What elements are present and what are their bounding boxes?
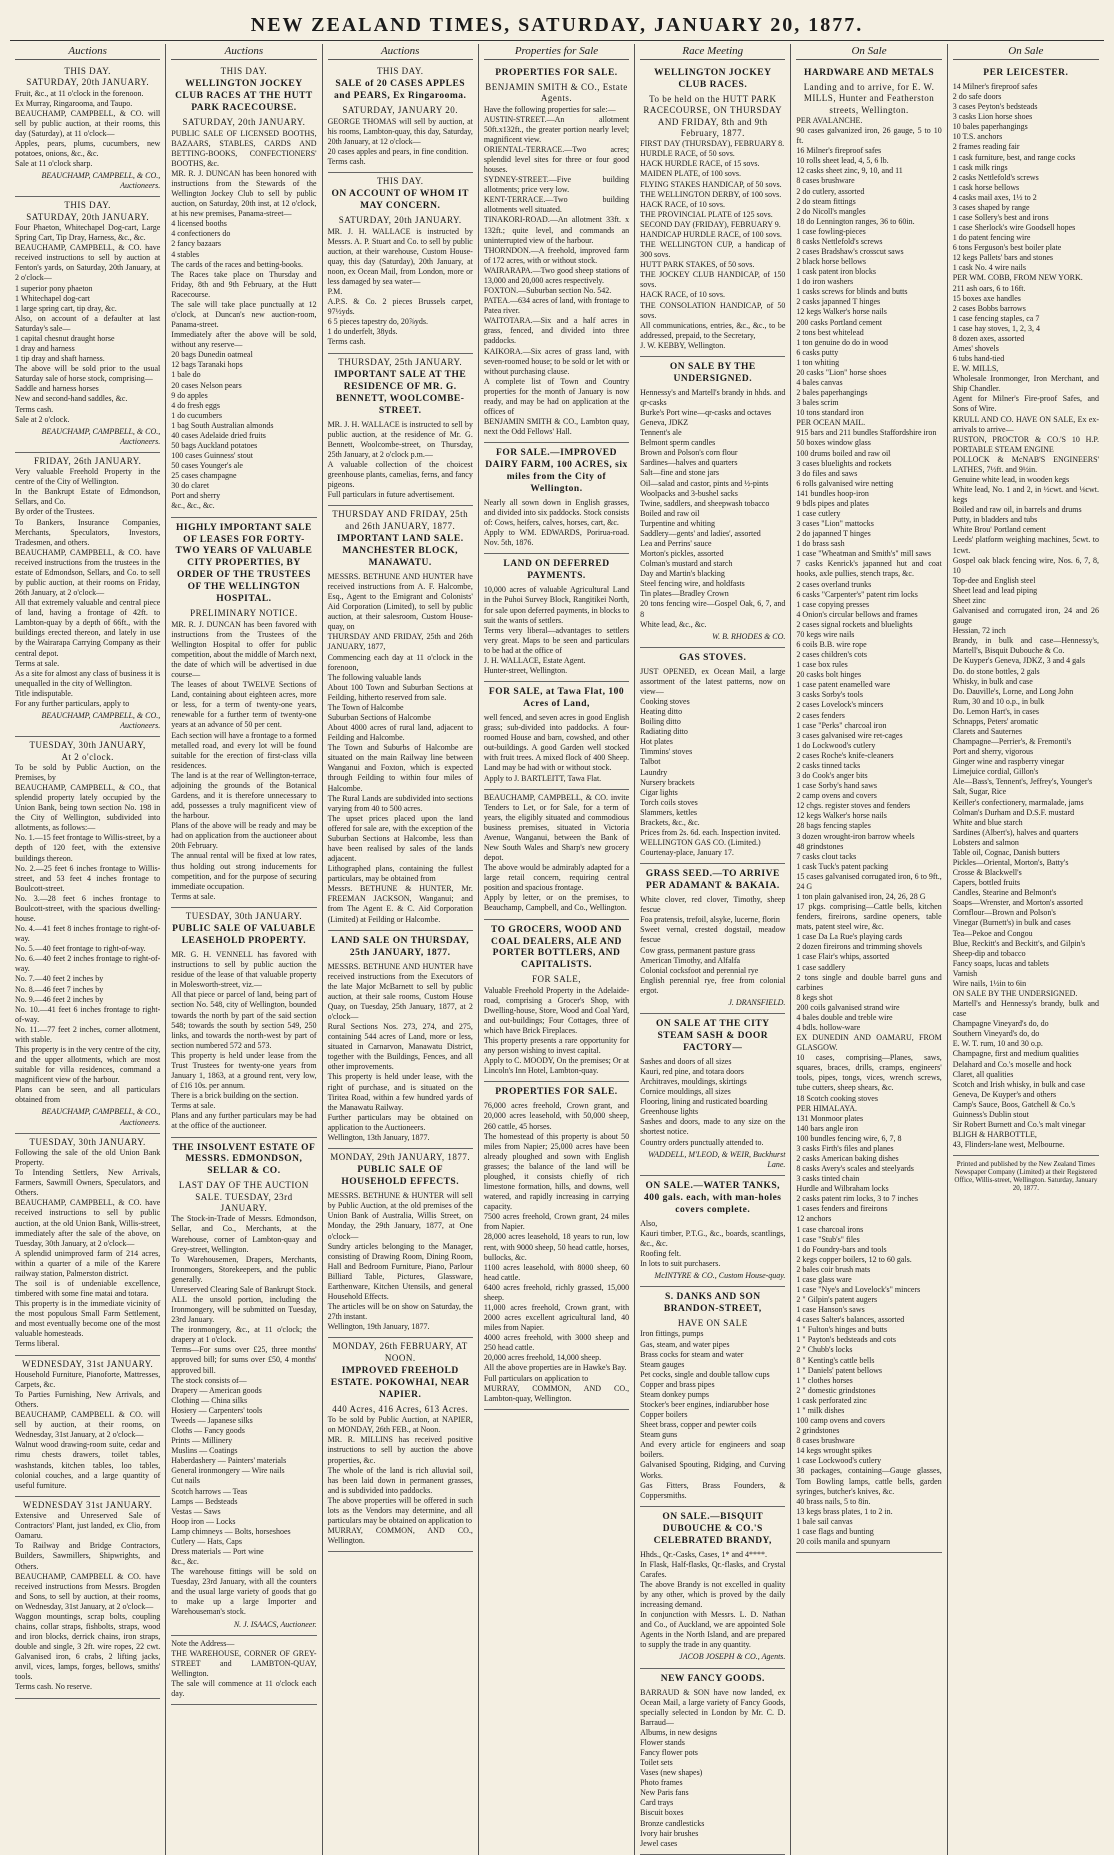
ad-body: Following the sale of the old Union Bank Property. To Intending Settlers, New Arrivals, Farmers, Sawmill Owners, Speculators, and Others. BEAUCHAMP, CAMPBELL, & CO. have received instructions to sell by public auction, at the old Union Bank, Willis-street, immediately after the sale of the above, on Tuesday, 30th January, at 2 o'clock— A splendid unimproved farm of 214 acres, within a quarter of a mile of the Karere railway station, Palmerston district. The soil is of undeniable excellence, timbered with some fine matai and totara. This property is in the immediate vicinity of the most populous Small Farm Settlement, and most eventually become one of the most valuable homesteads. Terms liberal. (15, 1147, 161, 1349)
ad-date: TUESDAY, 30th JANUARY. (185, 910, 303, 921)
ad-title: FOR SALE.—IMPROVED DAIRY FARM, 100 ACRES, six miles from the City of Wellington. (485, 448, 628, 495)
ad-title: WELLINGTON JOCKEY CLUB RACES AT THE HUTT PARK RACECOURSE. (175, 79, 313, 114)
ad-body: Sashes and doors of all sizes Kauri, red pine, and totara doors Architraves, mouldings, skirtings Cornice mouldings, all sizes Flooring, lining and rusticated boarding Greenhouse lights Sashes and doors, made to any size on the shortest notice. Country orders punctually attended to. (640, 1056, 786, 1147)
advertisement (484, 920, 629, 1083)
ad-subtitle: To be held on the HUTT PARK RACECOURSE, ON THURSDAY AND FRIDAY, 8th and 9th February, 1877. (643, 93, 783, 138)
advertisement (328, 1149, 473, 1338)
advertisement (484, 443, 629, 554)
ad-body: MR. J. H. WALLACE is instructed to sell by public auction, at the residence of Mr. G. Bennett, Woolcombe-street, on Thursday, 25th January, at 2 o'clock p.m.— A valuable collection of the choicest greenhouse plants, camelias, ferns, and fancy pigeons. Full particulars in future advertisement. (327, 419, 473, 500)
advertisement (171, 518, 316, 908)
printer-imprint: Printed and published by the New Zealand Times Newspaper Company (Limited) at their Registered Office, Willis-street, Wellington. Saturday, January 20, 1877. (954, 1160, 1098, 1193)
advertisement (328, 1338, 473, 1552)
advertisement (171, 908, 316, 1138)
column-2 (166, 44, 322, 1855)
ad-subtitle: PRELIMINARY NOTICE. (190, 608, 298, 619)
ad-title: GAS STOVES. (679, 652, 747, 663)
ad-title: FOR SALE, at Tawa Flat, 100 Acres of Land, (488, 687, 625, 710)
advertisement (484, 554, 629, 682)
advertisement (484, 682, 629, 789)
ad-subtitle: SATURDAY, 20th JANUARY. (26, 211, 150, 222)
ad-date: FRIDAY, 26th JANUARY. (33, 455, 142, 466)
ad-signature: W. B. RHODES & CO. (712, 631, 786, 641)
ad-title: IMPORTANT SALE AT THE RESIDENCE OF MR. G. BENNETT, WOOLCOMBE-STREET. (334, 369, 467, 416)
ad-title: LAND ON DEFERRED PAYMENTS. (503, 559, 610, 582)
ad-body: PUBLIC SALE OF LICENSED BOOTHS, BAZAARS, STABLES, CARDS AND BETTING-BOOKS, CONFECTIONERS' BOOTHS, &c. MR. R. J. DUNCAN has been honored with instructions from the Stewards of the Wellington Jockey Club to sell by public auction, on Saturday, 20th inst, at 12 o'clock, at his new premises, Panama-street— 4 licensed booths 4 confectioners do 2 fancy bazaars 4 stables The cards of the races and betting-books. The Races take place on Thursday and Friday, 8th and 9th February, at the Hutt Racecourse. The sale will take place punctually at 12 o'clock, at Duncan's new auction-room, Panama-street. Immediately after the above will be sold, without any reserve— 20 bags Dunedin oatmeal 12 bags Taranaki hops 1 bale do 20 cases Nelson pears 9 do apples 4 do fresh eggs 1 do cucumbers 1 bag South Australian almonds 40 cases Adelaide dried fruits 50 bags Auckland potatoes 100 cases Guinness' stout 50 cases Younger's ale 25 cases champagne 30 do claret Port and sherry &c., &c., &c. (171, 128, 317, 511)
column-heading: Auctions (15, 44, 160, 60)
advertisement (484, 1082, 629, 1409)
ad-subtitle: SATURDAY, 20th JANUARY. (338, 215, 462, 226)
advertisement (640, 63, 785, 357)
ad-date: THIS DAY. (220, 66, 268, 76)
column-heading: Auctions (171, 44, 316, 60)
ad-signature: JACOB JOSEPH & CO., Agents. (679, 1652, 786, 1662)
column-heading: On Sale (953, 44, 1099, 60)
ad-signature: McINTYRE & CO., Custom House-quay. (654, 1271, 786, 1281)
ad-body: Household Furniture, Pianoforte, Mattresses, Carpets, &c. To Parties Furnishing, New Arrivals, and Others. BEAUCHAMP, CAMPBELL & CO. will sell by auction, at their rooms, on Wednesday, 31st January, at 2 o'clock— Walnut wood drawing-room suite, cedar and rimu chests drawers, toilet tables, washstands, kitchen tables, loo tables, colonial couches, and a large quantity of useful furniture. (15, 1369, 161, 1490)
ad-date: WEDNESDAY 31st JANUARY. (22, 1499, 153, 1510)
column-heading: Properties for Sale (484, 44, 629, 60)
ad-date: WEDNESDAY, 31st JANUARY. (21, 1358, 154, 1369)
ad-title: PROPERTIES FOR SALE. (495, 68, 618, 78)
column-7 (948, 44, 1104, 1855)
advertisement (171, 1636, 316, 1705)
ad-signature: J. DRANSFIELD. (728, 997, 786, 1007)
advertisement (640, 1176, 785, 1287)
advertisement (328, 354, 473, 507)
advertisement (640, 1287, 785, 1507)
ad-date: THURSDAY, 25th JANUARY. (338, 356, 463, 367)
advertisement (484, 63, 629, 443)
ad-date: THIS DAY. (64, 200, 111, 211)
ad-title: PUBLIC SALE OF HOUSEHOLD EFFECTS. (341, 1165, 460, 1188)
ad-subtitle: LAST DAY OF THE AUCTION SALE. TUESDAY, 23rd JANUARY. (178, 1180, 309, 1214)
ad-title: THE INSOLVENT ESTATE OF MESSRS. EDMONDSON, SELLAR & CO. (172, 1142, 316, 1177)
advertisement (171, 63, 316, 518)
ad-subtitle: SATURDAY, 20th JANUARY. (26, 77, 150, 88)
ad-subtitle: 440 Acres, 416 Acres, 613 Acres. (332, 1403, 469, 1414)
ad-body: Hhds., Qr.-Casks, Cases, 1* and 4****. In Flask, Half-flasks, Qr.-flasks, and Crystal Carafes. The above Brandy is not excelled in quality by any other, which is proved by the daily increasing demand. In conjunction with Messrs. L. D. Nathan and Co., of Auckland, we are appointed Sole Agents in the North Island, and are prepared to supply the trade in any quantity. (640, 1549, 786, 1650)
ad-body: Hennessy's and Martell's brandy in hhds. and qr-casks Burke's Port wine—qr-casks and octaves Geneva, JDKZ Tennent's ale Belmont sperm candles Brown and Polson's corn flour Sardines—halves and quarters Salt—fine and stone jars Oil—salad and castor, pints and ½-pints Woolpacks and 3-bushel sacks Twine, saddlers, and sheepwash tobacco Boiled and raw oil Turpentine and whiting Saddlery—gents' and ladies', assorted Lea and Perrins' sauce Morton's pickles, assorted Colman's mustard and starch Day and Martin's blacking Steel fencing wire, and holdfasts Tin plates—Bradley Crown 20 tons fencing wire—Gospel Oak, 6, 7, and 8 White lead, &c., &c. (640, 387, 786, 629)
ad-title: PER LEICESTER. (983, 68, 1069, 78)
ad-title: IMPROVED FREEHOLD ESTATE. POKOWHAI, NEAR NAPIER. (330, 1366, 470, 1400)
ad-body: MESSRS. BETHUNE & HUNTER will sell by Public Auction, at the old premises of the Union Bank of Australia, Willis Street, on Monday, the 29th January, 1877, at One o'clock— Sundry articles belonging to the Manager, consisting of Drawing Room, Dining Room, Hall and Bedroom Furniture, Piano, Parlour Billiard Table, Pictures, Glassware, Earthenware, Kitchen Utensils, and general Household Effects. The articles will be on show on Saturday, the 27th instant. Wellington, 19th January, 1877. (327, 1191, 473, 1332)
ad-body: 10,000 acres of valuable Agricultural Land in the Puhoi Survey Block, Rangitikei North, for sale upon deferred payments, in blocks to suit the wants of settlers. Terms very liberal—advantages to settlers very great. Maps to be seen and particulars to be had at the office of J. H. WALLACE, Estate Agent. Hunter-street, Wellington. (483, 585, 630, 676)
advertisement (15, 1497, 160, 1699)
ad-body: Fruit, &c., at 11 o'clock in the forenoon. Ex Murray, Ringarooma, and Taupo. BEAUCHAMP, CAMPBELL, & CO. will sell by public auction, at their rooms, this day (Saturday), at 11 o'clock— Apples, pears, plums, cucumbers, new potatoes, onions, &c., &c. Sale at 11 o'clock sharp. (15, 88, 161, 169)
advertisement (328, 506, 473, 930)
ad-body: BARRAUD & SON have now landed, ex Ocean Mail, a large variety of Fancy Goods, specially selected in London by Mr. C. D. Barraud— Albums, in new designs Flower stands Fancy flower pots Toilet sets Vases (new shapes) Photo frames New Paris fans Card trays Biscuit boxes Bronze candlesticks Ivory hair brushes Jewel cases (640, 1687, 786, 1848)
ad-subtitle: At 2 o'clock. (61, 751, 114, 762)
ad-subtitle: FOR SALE, (531, 974, 581, 985)
ad-date: TUESDAY, 30th JANUARY, (29, 740, 146, 751)
ad-body: Four Phaeton, Whitechapel Dog-cart, Large Spring Cart, Tip Dray, Harness, &c., &c. BEAUCHAMP, CAMPBELL, & CO. have received instructions to sell by auction at Fenton's yards, on Saturday, 20th January, at 2 o'clock— 1 superior pony phaeton 1 Whitechapel dog-cart 1 large spring cart, tip dray, &c. Also, on account of a defaulter at last Saturday's sale— 1 capital chesnut draught horse 1 dray and harness 1 tip dray and shaft harness. The above will be sold prior to the usual Saturday sale of horse stock, comprising— Saddle and harness horses New and second-hand saddles, &c. Terms cash. Sale at 2 o'clock. (15, 223, 161, 424)
ad-body: GEORGE THOMAS will sell by auction, at his rooms, Lambton-quay, this day, Saturday, 20th January, at 12 o'clock— 20 cases apples and pears, in fine condition. Terms cash. (327, 116, 473, 166)
ad-title: ON ACCOUNT OF WHOM IT MAY CONCERN. (331, 189, 469, 212)
ad-body: To be sold by Public Auction, at NAPIER, on MONDAY, 26th FEB., at Noon. MR. R. MILLINS has received positive instructions to sell by auction the above properties, &c. The whole of the land is rich alluvial soil, has been laid down in permanent grasses, and is subdivided into paddocks. The above properties will be offered in such lots as the Vendors may determine, and all particulars may be obtained on application to MURRAY, COMMON, AND CO., Wellington. (327, 1415, 473, 1546)
advertisement (640, 864, 785, 1014)
ad-date: THIS DAY. (376, 175, 424, 186)
ad-body: PER AVALANCHE. 90 cases galvanized iron, 26 gauge, 5 to 10 ft. 16 Milner's fireproof safes 10 rolls sheet lead, 4, 5, 6 lb. 12 casks sheet zinc, 9, 10, and 11 8 cases brushware 2 do cutlery, assorted 2 do steam fittings 2 do Nicoll's mangles 18 do Lennington ranges, 36 to 60in. 1 case fowling-pieces 8 casks Nettlefold's screws 2 cases Bradshaw's crosscut saws 2 black horse bellows 1 cask patent iron blocks 1 do iron washers 1 casks screws for blinds and butts 2 casks japanned T hinges 12 kegs Walker's horse nails 200 casks Portland cement 2 tons best whitelead 1 ton genuine do do in wood 6 casks putty 1 ton whiting 20 casks "Lion" horse shoes 4 bales canvas 2 bales paperhangings 3 bales scrim 10 tons standard iron PER OCEAN MAIL. 915 bars and 211 bundles Staffordshire iron 50 boxes window glass 100 drums boiled and raw oil 3 cases bluelights and rockets 3 do files and saws 6 rolls galvanised wire netting 141 bundles hoop-iron 9 bdls pipes and plates 1 case cutlery 3 cases "Lion" mattocks 2 do japanned T hinges 1 do brass sash 1 case "Wheatman and Smith's" mill saws 7 casks Kenrick's japanned hut and coat hooks, axle pullies, stench traps, &c. 2 cases overland trunks 6 casks "Carpenter's" patent rim locks 1 case copying presses 4 Onion's circular bellows and frames 2 cases signal rockets and bluelights 70 kegs wire nails 6 coils B.B. wire rope 2 cases children's cots 1 case box rules 20 casks bolt hinges 1 case patent enamelled ware 3 casks Sorby's tools 2 cases Lovelock's mincers 2 cases fenders 1 case "Perks" charcoal iron 3 cases galvanised wire ret-cages 1 do Lockwood's cutlery 2 cases Roche's knife-cleaners 2 casks tinned tacks 3 do Cook's anger bits 1 case Sorby's hand saws 2 camp ovens and covers 12 chgs. register stoves and fenders 12 kegs Walker's horse nails 28 bags fencing staples 3 dozen wrought-iron barrow wheels 48 grindstones 7 casks clout tacks 1 cask Tuck's patent packing 15 cases galvanised corrugated iron, 6 to 9ft., 24 G 1 ton plain galvanised iron, 24, 26, 28 G 17 pkgs. comprising—Cattle bells, kitchen fenders, fireirons, sardine openers, table mats, patent steel wire, &c. 1 case Da La Rue's playing cards 2 dozen fireirons and trimming shovels 1 case Flair's whips, assorted 1 case saddlery 2 tons single and double barrel guns and carbines 8 kegs shot 200 coils galvanised strand wire 4 bales double and treble wire 4 bdls. hollow-ware EX DUNEDIN AND OAMARU, FROM GLASGOW. 10 cases, comprising—Planes, saws, squares, braces, drills, cramps, engineers' tools, pipes, tongs, vices, wrench screws, tube cutters, sheep shears, &c. 18 Scotch cooking stoves PER HIMALAYA. 131 Monmoor plates 140 bars angle iron 100 bundles fencing wire, 6, 7, 8 3 casks Firth's files and planes 2 casks American baking dishes 8 casks Avery's scales and steelyards 3 casks tinted chain Hurdle and Wilbraham locks 2 casks patent rim locks, 3 to 7 inches 1 cases fenders and fireirons 12 anchors 1 case charcoal irons 1 case "Stub's" files 1 do Foundry-bars and tools 2 kegs copper boilers, 12 to 60 gals. 2 bales coir brush mats 1 case glass ware 1 case "Nye's and Lovelock's" mincers 2 " Gilpin's patent augers 1 case Hanson's saws 4 cases Salter's balances, assorted 1 " Fulton's hinges and butts 1 " Payton's bedsteads and cots 2 " Chubb's locks 8 " Kenting's cattle bells 1 " Daniels' patent bellows 1 " clothes horses 2 " domestic grindstones 1 cask perforated zinc 1 " milk dishes 100 camp ovens and covers 2 grindstones 8 cases brushware 14 kegs wrought spikes 1 case Lockwood's cutlery 38 packages, containing—Gauge glasses, Tom Bowling lamps, cattle bells, garden syringes, butcher's knives, &c. 40 brass nails, 5 to 8in. 13 kegs brass plates, 1 to 2 in. 1 bale sail canvas 1 case flags and bunting 20 coils manila and spunyarn (796, 115, 942, 1546)
ad-date: TUESDAY, 30th JANUARY. (29, 1136, 146, 1147)
ad-body: MR. J. H. WALLACE is instructed by Messrs. A. P. Stuart and Co. to sell by public auction, at their warehouse, Custom House-quay, this day (Saturday), 20th January, at noon, ex Ocean Mail, from London, more or less damaged by sea water— P.M. A.P.S. & Co. 2 pieces Brussels carpet, 97½yds. 6 5 pieces tapestry do, 20⅞yds. 1 do underfelt, 38yds. Terms cash. (327, 226, 473, 347)
advertisement (15, 197, 160, 452)
advertisement (15, 1134, 160, 1356)
column-6 (791, 44, 947, 1855)
ad-body: Iron fittings, pumps Gas, steam, and water pipes Brass cocks for steam and water Steam gauges Pet cocks, single and double tallow cups Copper and brass pipes Steam donkey pumps Stocker's beer engines, indiarubber hose Copper boilers Sheet brass, copper and pewter coils Steam guns And every article for engineers and soap boilers. Galvanised Spouting, Ridging, and Curving Works. Gas Fitters, Brass Founders, & Coppersmiths. (640, 1329, 786, 1500)
ad-date: THIS DAY. (64, 66, 111, 76)
advertisement (328, 931, 473, 1149)
ad-signature: BEAUCHAMP, CAMPBELL, & CO., Auctioneers. (41, 426, 161, 446)
ad-body: Extensive and Unreserved Sale of Contractors' Plant, just landed, ex Clio, from Oamaru. To Railway and Bridge Contractors, Builders, Sawmillers, Shipwrights, and Others. BEAUCHAMP, CAMPBELL & CO. have received instructions from Messrs. Brogden and Sons, to sell by auction, at their rooms, on Wednesday, 31st January, at 2 o'clock— Waggon mountings, scrap bolts, coupling chains, collar straps, fishbolts, straps, wood and iron blocks, derrick chains, iron straps, double and single, 3 2ft. wire ropes, 22 cwt. Galvanised iron, 6 crabs, 2 lifting jacks, anvil, vices, lamps, forges, bellows, smiths' tools. Terms cash. No reserve. (15, 1511, 161, 1692)
advertisement (328, 63, 473, 173)
ad-title: GRASS SEED.—TO ARRIVE PER ADAMANT & BAKAIA. (645, 869, 780, 892)
ad-body: MR. R. J. DUNCAN has been favored with instructions from the Trustees of the Wellington Hospital to offer for public competition, about the middle of March next, the date of which will be advertised in due course— The leases of about TWELVE Sections of Land, containing about eighteen acres, more or less, for a term of twenty-one years, renewable for a further term of twenty-one years at an advance of 50 per cent. Each section will have a frontage to a formed metalled road, and every lot will be found suitable for the erection of first-class villa residences. The land is at the rear of Wellington-terrace, adjoining the grounds of the Botanical Gardens, and it is therefore unnecessary to add, possesses a truly magnificent view of the harbour. Plans of the above will be ready and may be had on application from the auctioneer about 20th February. The annual rental will be fixed at low rates, thus holding out strong inducements for competition, and for the purpose of securing immediate occupation. Terms at sale. (171, 619, 317, 901)
column-heading: Race Meeting (640, 44, 785, 60)
ad-title: WELLINGTON JOCKEY CLUB RACES. (654, 68, 772, 90)
ad-body: Also, Kauri timber, P.T.G., &c., boards, scantlings, &c., &c. Roofing felt. In lots to suit purchasers. (640, 1218, 786, 1269)
ad-title: LAND SALE ON THURSDAY, 25th JANUARY, 1877. (331, 935, 470, 958)
advertisement (15, 737, 160, 1133)
ad-signature: BEAUCHAMP, CAMPBELL, & CO., Auctioneers. (41, 171, 161, 191)
ad-body: White clover, red clover, Timothy, sheep fescue Foa pratensis, trefoil, alsyke, lucerne, florin Sweet vernal, crested dogstail, meadow fescue Cow grass, permanent pasture grass American Timothy, and Alfalfa Colonial cocksfoot and perennial rye English perennial rye, free from colonial ergot. (640, 895, 786, 995)
advertisement (953, 63, 1099, 1156)
ad-body: Very valuable Freehold Property in the centre of the City of Wellington. In the Bankrupt Estate of Edmondson, Sellars, and Co. By order of the Trustees. To Bankers, Insurance Companies, Merchants, Speculators, Investors, Tradesmen, and others. BEAUCHAMP, CAMPBELL, & CO. have received instructions from the trustees in the estate of Edmondson, Sellars, and Co. to sell by public auction, at their rooms on Friday, 26th January, at 2 o'clock— All that extremely valuable and central piece of land, having a frontage of 42ft. to Lambton-quay by a depth of 66ft., with the buildings erected thereon, and lately in use by the Wairarapa Carrying Company as their central depot. Terms at sale. As a site for almost any class of business it is unequalled in the city of Wellington. Title indisputable. For any further particulars, apply to (15, 467, 161, 708)
ad-signature: BEAUCHAMP, CAMPBELL, & CO., Auctioneers. (41, 711, 161, 731)
ad-body: MR. G. H. VENNELL has favored with instructions to sell by public auction the residue of the lease of that valuable property in Molesworth-street, viz.— All that piece or parcel of land, being part of section No. 548, city of Wellington, bounded towards the north by part of the said section 548; towards the south by section 549, 250 links, and towards the north-west by part of section numbered 572 and 573. This property is held under lease from the Trust Trustees for twenty-one years from January 1, 1863, at a ground rent, very low, of £16 10s. per annum. There is a brick building on the section. Terms at sale. Plans and any further particulars may be had at the office of the auctioneer. (171, 950, 317, 1131)
advertisement (171, 1138, 316, 1636)
ad-title: ON SALE AT THE CITY STEAM SASH & DOOR FACTORY— (656, 1019, 770, 1053)
ad-signature: BEAUCHAMP, CAMPBELL, & CO., Auctioneers. (41, 1107, 161, 1127)
ad-body: MESSRS. BETHUNE AND HUNTER have received instructions from the Executors of the late Major McBarnett to sell by public auction, at their sale rooms, Custom House Quay, on Tuesday, 25th January, 1877, at 2 o'clock— Rural Sections Nos. 273, 274, and 275, containing 544 acres of Land, more or less, situated in Carnarvon, Manawatu District, together with the Buildings, Fences, and all other improvements. This property is held under lease, with the right of purchase, and is situated on the Tiritea Road, within a few hundred yards of the Manawatu Railway. Further particulars may be obtained on application to the Auctioneers. Wellington, 13th January, 1877. (327, 961, 473, 1142)
ad-body: MESSRS. BETHUNE AND HUNTER have received instructions from A. F. Halcombe, Esq., Agent to the Emigrant and Colonists' Aid Corporation (Limited), to sell by public auction, at their salesroom, Custom House-quay, on THURSDAY AND FRIDAY, 25th and 26th JANUARY, 1877, Commencing each day at 11 o'clock in the forenoon, The following valuable lands About 100 Town and Suburban Sections at Feilding, hitherto reserved from sale. The Town of Halcombe Suburban Sections of Halcombe About 4000 acres of rural land, adjacent to Feilding and Halcombe. The Town and Suburbs of Halcombe are situated on the main Railway line between Wanganui and Foxton, which is expected through Feilding to within four miles of Halcombe. The Rural Lands are subdivided into sections varying from 40 to 500 acres. The upset prices placed upon the land offered for sale are, with the exception of the Suburban Sections at Halcombe, less than have been realised by sales of the lands adjacent. Lithographed plans, containing the fullest particulars, may be obtained from Messrs. BETHUNE & HUNTER, Mr. FREEMAN JACKSON, Wanganui; and from The Agent E. & C. Aid Corporation (Limited) at Feilding or Halcombe. (327, 571, 473, 924)
advertisement (15, 453, 160, 737)
ad-subtitle: SATURDAY, 20th JANUARY. (182, 117, 306, 128)
column-5 (635, 44, 791, 1855)
ad-body: Note the Address— THE WAREHOUSE, CORNER OF GREY-STREET and LAMBTON-QUAY, Wellington. The sale will commence at 11 o'clock each day. (171, 1638, 317, 1698)
ad-title: PROPERTIES FOR SALE. (495, 1087, 618, 1098)
ad-title: HARDWARE AND METALS (803, 68, 935, 78)
ad-date: MONDAY, 29th JANUARY, 1877. (330, 1151, 471, 1162)
ad-body: well fenced, and seven acres in good English grass; sub-divided into paddocks. A four-roomed House and barn, cowshed, and other out-buildings. A good Garden well stocked with fruit trees. A mixed flock of 400 Sheep. Land may be had with or without stock. Apply to J. BARTLEITT, Tawa Flat. (483, 713, 630, 783)
ad-body: 14 Milner's fireproof safes 2 do safe doors 3 cases Peyton's bedsteads 3 casks Lion horse shoes 10 bales paperhangings 10 T.S. anchors 2 frames reading fair 1 cask furniture, best, and range cocks 1 cask milk rings 2 casks Nettlefold's screws 1 cask horse bellows 4 casks mail axes, 1½ to 2 3 cases shaped by range 1 case Sollery's best and irons 1 case Sherlock's wire Goodsell hopes 1 do patent fencing wire 6 tons Ferguson's best boiler plate 12 kegs Pallets' bars and stones 1 cask No. 4 wire nails PER WM. COBB, FROM NEW YORK. 211 ash oars, 6 to 16ft. 15 boxes axe handles 2 cases Bobbs barrows 1 case fencing staples, ca 7 1 case hay stoves, 1, 2, 3, 4 8 dozen axes, assorted Ames' shovels 6 tubs hand-tied E. W. MILLS, Wholesale Ironmonger, Iron Merchant, and Ship Chandler. Agent for Milner's Fire-proof Safes, and Sons of Wire. KRULL AND CO. HAVE ON SALE, Ex ex-arrivals to arrive— RUSTON, PROCTOR & CO.'S 10 H.P. PORTABLE STEAM ENGINE POLLOCK & McNAB'S ENGINEERS' LATHES, 7½ft. and 9½in. Genuine white lead, in wooden kegs White lead, No. 1 and 2, in ½cwt. and ⅛cwt. kegs Boiled and raw oil, in barrels and drums Putty, in bladders and tubs White Brou' Portland cement Leeds' platform weighing machines, 5cwt. to 1cwt. Gospel oak black fencing wire, Nos. 6, 7, 8, 10 Top-dee and English steel Sheet lead and lead piping Sheet zinc Galvanised and corrugated iron, 24 and 26 gauge Hessian, 72 inch Brandy, in bulk and case—Hennessy's, Martell's, Bisquit Dubouche & Co. De Kuyper's Geneva, JDKZ, 3 and 4 gals Do. do stone bottles, 2 gals Whisky, in bulk and case Do. Dauville's, Lorne, and Long John Rum, 30 and 10 o.p., in bulk Do. Lemon Hart's, in cases Schnapps, Peters' aromatic Clarets and Sauternes Champagne—Perrier's, & Fremonti's Port and sherry, vigorous Ginger wine and raspberry vinegar Limejuice cordial, Gillon's Ale—Bass's, Tennent's, Jeffrey's, Younger's Salt, Sugar, Rice Keiller's confectionery, marmalade, jams Colman's Durham and D.S.F. mustard White and blue starch Sardines (Albert's), halves and quarters Lobsters and salmon Table oil, Cognac, Danish butters Pickles—Oriental, Morton's, Batty's Crosse & Blackwell's Capers, bottled fruits Candles, Stearine and Belmont's Soaps—Wrenster, and Morton's assorted Cornflour—Brown and Polson's Vinegar (Burnett's) in bulk and cases Tea—Pekoe and Congou Blue, Reckitt's and Beckitt's, and Gilpin's Sheep-dip and tobacco Fancy soaps, lucas and tablets Varnish Wire nails, 1½in to 6in ON SALE BY THE UNDERSIGNED. Martell's and Hennessy's brandy, bulk and case Champagne Vineyard's do, do Southern Vineyard's do, do E. W. T. rum, 10 and 30 o.p. Champagne, first and medium qualities Delahard and Co.'s moselle and hock Claret, all qualities Scotch and Irish whisky, in bulk and case Geneva, De Kuyper's and others Camp's Sauce, Boos, Gatchell & Co.'s Guinness's Dublin stout Sir Robert Burnett and Co.'s malt vinegar BLIGH & HARBOTTLE, 43, Flinders-lane west, Melbourne. (952, 81, 1099, 1150)
ad-title: ON SALE.—WATER TANKS, 400 gals. each, with man-holes covers complete. (644, 1180, 782, 1215)
ad-title: NEW FANCY GOODS. (660, 1673, 765, 1684)
ad-body: JUST OPENED, ex Ocean Mail, a large assortment of the latest patterns, now on view— Cooking stoves Heating ditto Boiling ditto Radiating ditto Hot plates Timmins' stoves Talbot Laundry Nursery brackets Cigar lights Torch coils stoves Slammers, kettles Brackets, &c., &c. Prices from 2s. 6d. each. Inspection invited. WELLINGTON GAS CO. (Limited.) Courtenay-place, January 17. (640, 666, 786, 858)
ad-subtitle: HAVE ON SALE (677, 1318, 748, 1329)
column-4 (479, 44, 635, 1855)
ad-body: Valuable Freehold Property in the Adelaide-road, comprising a Grocer's Shop, with Dwelling-house, Store, Wood and Coal Yard, and out-buildings; Four Cottages, three of which have Brick Fireplaces. This property presents a rare opportunity for any person wishing to invest capital. Apply to C. MOODY, On the premises; Or at Lincoln's Inn Hotel, Lambton-quay. (483, 985, 630, 1076)
ad-title: S. DANKS AND SON BRANDON-STREET, (663, 1292, 762, 1315)
column-heading: Auctions (328, 44, 473, 60)
advertisement (640, 1507, 785, 1669)
ad-subtitle: Landing and to arrive, for E. W. MILLS, Hunter and Featherston streets, Wellington. (803, 81, 935, 115)
ad-signature: N. J. ISAACS, Auctioneer. (233, 1619, 317, 1629)
column-heading: On Sale (796, 44, 941, 60)
ad-title: SALE of 20 CASES APPLES and PEARS, Ex Ringarooma. (333, 79, 467, 102)
ad-body: BEAUCHAMP, CAMPBELL, & CO. invite Tenders to Let, or for Sale, for a term of years, the eligibly situated and commodious business premises, situated in Victoria Avenue, Wanganui, between the Bank of New South Wales and Sharp's new grocery depot. The above would be admirably adapted for a large retail concern, requiring central position and spacious frontage. Apply by letter, or on the premises, to Beauchamp, Campbell, and Co., Wellington. (483, 792, 630, 913)
ad-subtitle: BENJAMIN SMITH & CO., Estate Agents. (485, 81, 628, 104)
ad-body: Nearly all sown down in English grasses, and divided into six paddocks. Stock consists of: Cows, heifers, calves, horses, cart, &c. Apply to WM. EDWARDS, Porirua-road. Nov. 5th, 1876. (483, 498, 630, 548)
ad-title: PUBLIC SALE OF VALUABLE LEASEHOLD PROPERTY. (172, 924, 316, 947)
ad-title: ON SALE.—BISQUIT DUBOUCHE & CO.'S CELEBRATED BRANDY, (653, 1511, 772, 1546)
columns-container (10, 44, 1104, 1848)
advertisement (640, 357, 785, 648)
ad-subtitle: SATURDAY, JANUARY 20. (342, 105, 459, 116)
ad-date: THIS DAY. (376, 66, 424, 76)
column-3 (323, 44, 479, 1855)
ad-date: MONDAY, 26th FEBRUARY, AT NOON. (332, 1341, 468, 1363)
ad-title: ON SALE BY THE UNDERSIGNED. (669, 361, 756, 384)
advertisement (15, 63, 160, 197)
advertisement (15, 1356, 160, 1497)
column-1 (10, 44, 166, 1855)
ad-body: 76,000 acres freehold, Crown grant, and 20,000 acres leasehold, with 50,000 sheep, 260 cattle, 45 horses. The homestead of this property is about 50 miles from Napier; 25,000 acres have been already ploughed and sown with English grasses; the balance of the land will be ploughed, it consists chiefly of rich limestone formation, hills, and downs, well watered, and rapidly increasing in carrying capacity. 7500 acres freehold, Crown grant, 24 miles from Napier. 28,000 acres leasehold, 18 years to run, low rent, with 9000 sheep, 50 head cattle, horses, bullocks, &c. 1100 acres leasehold, with 8000 sheep, 60 head cattle. 6400 acres freehold, richly grassed, 15,000 sheep. 11,000 acres freehold, Crown grant, with 2000 acres excellent agricultural land, 40 miles from Napier. 4000 acres freehold, with 3000 sheep and 250 head cattle. 20,000 acres freehold, 14,000 sheep. All the above properties are in Hawke's Bay. Full particulars on application to MURRAY, COMMON, AND CO., Lambton-quay, Wellington. (483, 1101, 630, 1403)
advertisement (484, 790, 629, 920)
ad-body: To be sold by Public Auction, on the Premises, by BEAUCHAMP, CAMPBELL, & CO., that splendid property lately occupied by the Union Bank, being town section No. 198 in the City of Wellington, subdivided into allotments, as follows:— No. 1.—15 feet frontage to Willis-street, by a depth of 120 feet, with the extensive buildings thereon. No. 2.—25 feet 6 inches frontage to Willis-street, and 53 feet 4 inches frontage to Boulcott-street. No. 3.—28 feet 6 inches frontage to Boulcott-street, with the spacious dwelling-house. No. 4.—41 feet 8 inches frontage to right-of-way. No. 5.—40 feet frontage to right-of-way. No. 6.—40 feet 2 inches frontage to right-of-way. No. 7.—40 feet 2 inches by No. 8.—46 feet 7 inches by No. 9.—46 feet 2 inches by No. 10.—41 feet 6 inches frontage to right-of-way. No. 11.—77 feet 2 inches, corner allotment, with stable. This property is in the very centre of the city, and the upper allotments, which are most suitable for villa residences, command a magnificent view of the harbour. Plans can be seen, and all particulars obtained from (15, 762, 161, 1105)
ad-title: HIGHLY IMPORTANT SALE OF LEASES FOR FORTY-TWO YEARS OF VALUABLE CITY PROPERTIES, BY ORDER OF THE TRUSTEES OF THE WELLINGTON HOSPITAL. (175, 522, 313, 605)
masthead: NEW ZEALAND TIMES, SATURDAY, JANUARY 20, 1877. (10, 6, 1104, 41)
ad-body: FIRST DAY (THURSDAY), FEBRUARY 8. HURDLE RACE, of 50 sovs. HACK HURDLE RACE, of 15 sovs. MAIDEN PLATE, of 100 sovs. FLYING STAKES HANDICAP, of 50 sovs. THE WELLINGTON DERBY, of 100 sovs. HACK RACE, of 10 sovs. THE PROVINCIAL PLATE of 125 sovs. SECOND DAY (FRIDAY), FEBRUARY 9. HANDICAP HURDLE RACE, of 100 sovs. THE WELLINGTON CUP, a handicap of 300 sovs. HUTT PARK STAKES, of 50 sovs. THE JOCKEY CLUB HANDICAP, of 150 sovs. HACK RACE, of 10 sovs. THE CONSOLATION HANDICAP, of 50 sovs. All communications, entries, &c., &c., to be addressed, prepaid, to the Secretary, J. W. KEBBY, Wellington. (640, 139, 786, 350)
ad-body: Have the following properties for sale:— AUSTIN-STREET.—An allotment 50ft.x132ft., the greater portion nearly level; magnificent view. ORIENTAL-TERRACE.—Two acres; splendid level sites for three or four good houses. SYDNEY-STREET.—Five building allotments; price very low. KENT-TERRACE.—Two building allotments well situated. TINAKORI-ROAD.—An allotment 33ft. x 132ft.; quite level, and commands an uninterrupted view of the harbour. THORNDON.—A freehold, improved farm of 172 acres, with or without stock. WAIRARAPA.—Two good sheep stations of 13,000 and 20,000 acres respectively. FOXTON.—Suburban section No. 542. PATEA.—634 acres of land, with frontage to Patea river. WAITOTARA.—Six and a half acres in grass, fenced, and divided into three paddocks. KAIKORA.—Six acres of grass land, with seven-roomed house; to be sold or let with or without purchasing clause. A complete list of Town and Country properties for the month of January is now ready, and may be had on application at the offices of BENJAMIN SMITH & CO., Lambton quay, next the Odd Fellows' Hall. (483, 104, 630, 437)
advertisement (328, 173, 473, 354)
ad-title: TO GROCERS, WOOD AND COAL DEALERS, ALE AND PORTER BOTTLERS, AND CAPITALISTS. (490, 924, 623, 971)
advertisement (640, 1669, 785, 1855)
advertisement (640, 1014, 785, 1176)
ad-body: The Stock-in-Trade of Messrs. Edmondson, Sellar, and Co., Merchants, at the Warehouse, corner of Lambton-quay and Grey-street, Wellington. To Warehousemen, Drapers, Merchants, Ironmongers, Storekeepers, and the public generally. Unreserved Clearing Sale of Bankrupt Stock. ALL the unsold portion, including the Ironmongery, will be submitted on Tuesday, 23rd January. The ironmongery, &c., at 11 o'clock; the drapery at 1 o'clock. Terms—For sums over £25, three months' approved bill; for sums over £50, 4 months' approved bill. The stock consists of— Drapery — American goods Clothing — China silks Hosiery — Carpenters' tools Tweeds — Japanese silks Cloths — Fancy goods Prints — Millinery Muslins — Coatings Haberdashery — Painters' materials General ironmongery — Wire nails Cut nails Scotch harrows — Teas Lamps — Bedsteads Vestas — Saws Hoop iron — Locks Lamp chimneys — Bolts, horseshoes Cutlery — Hats, Caps Dress materials — Port wine &c., &c. The warehouse fittings will be sold on Tuesday, 23rd January, with all the counters and the usual large variety of goods that go to make up a large Importer and Warehouseman's stock. (171, 1214, 317, 1617)
ad-title: IMPORTANT LAND SALE. MANCHESTER BLOCK, MANAWATU. (336, 534, 464, 568)
advertisement (640, 648, 785, 864)
ad-date: THURSDAY AND FRIDAY, 25th and 26th JANUARY, 1877. (332, 509, 469, 531)
ad-signature: WADDELL, M'LEOD, & WEIR, Buckhurst Lane. (648, 1149, 786, 1169)
advertisement (796, 63, 941, 1553)
